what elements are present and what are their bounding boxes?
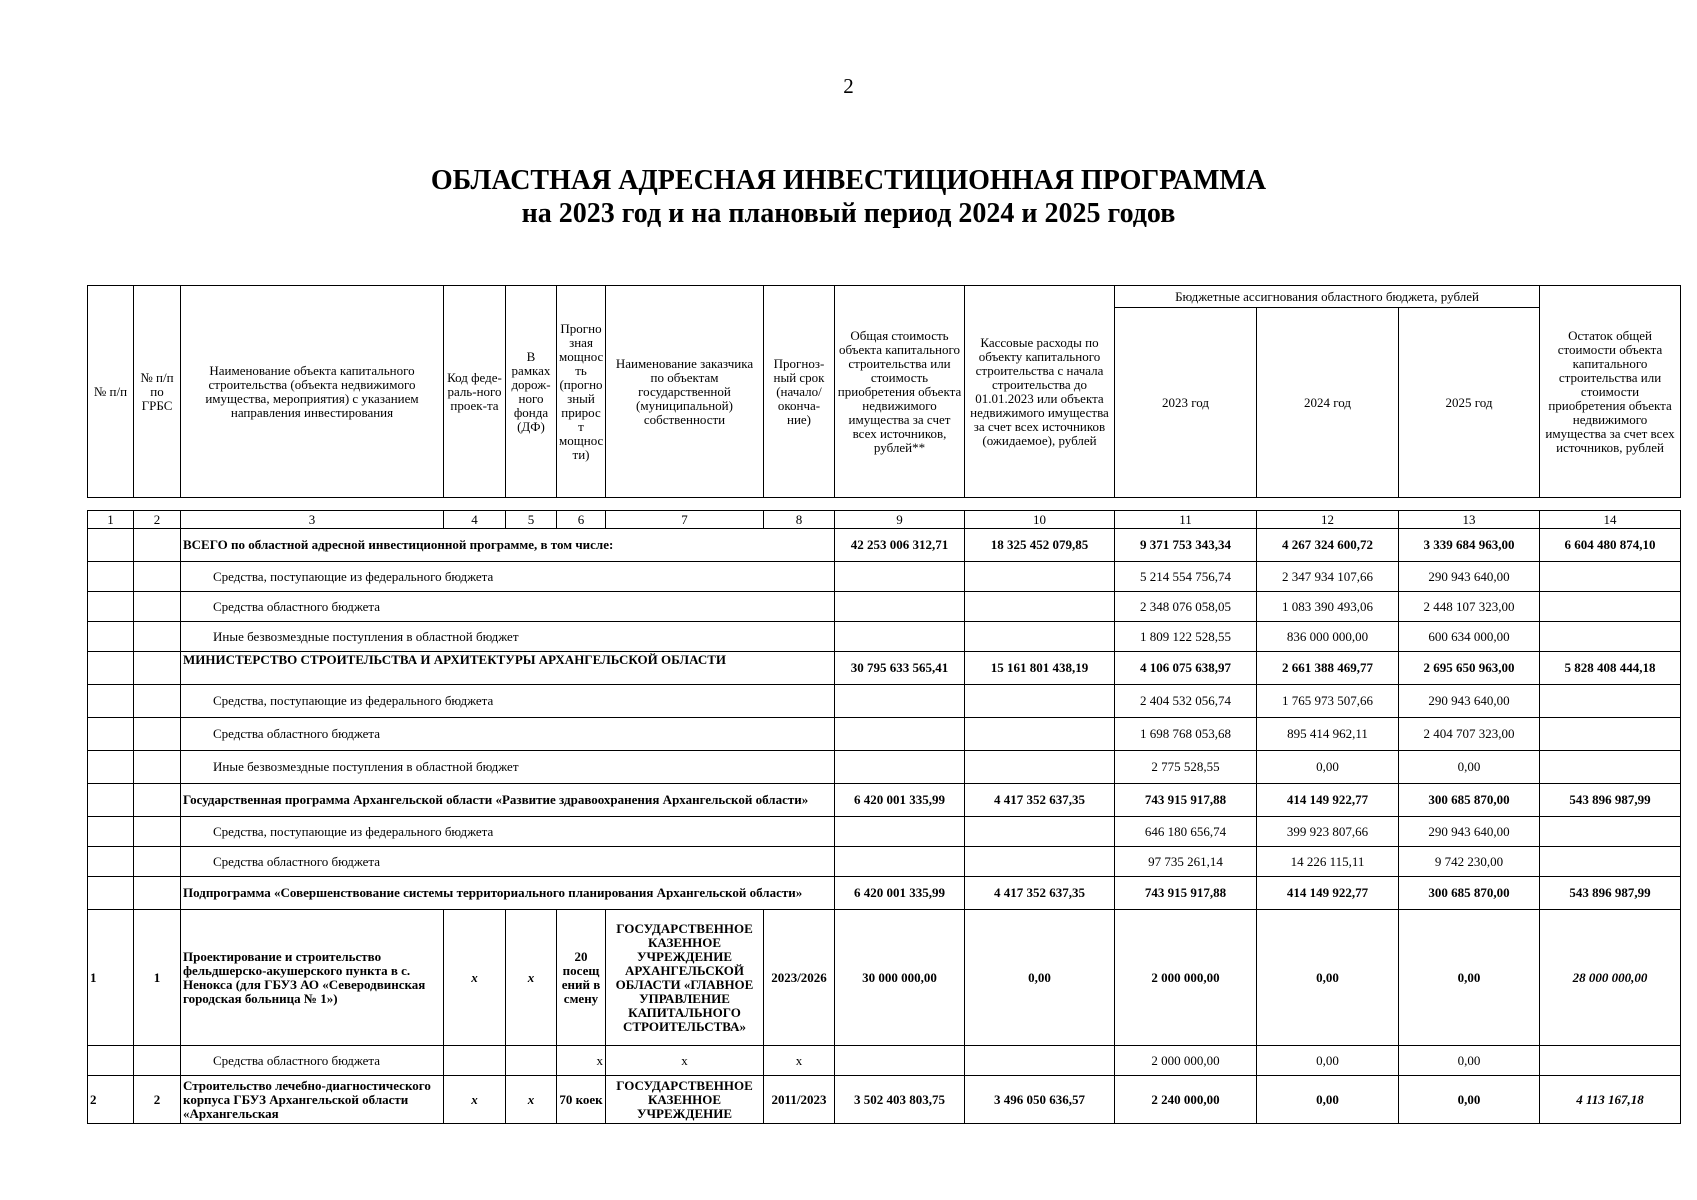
amount-2023: 2 404 532 056,74 [1115,685,1257,718]
amount-2025: 9 742 230,00 [1399,847,1540,877]
column-number: 7 [606,511,764,529]
road-fund: х [506,910,557,1046]
header-col-5: В рамках дорож-ного фонда (ДФ) [506,286,557,498]
remaining-cost: 5 828 408 444,18 [1540,652,1681,685]
object-name: Проектирование и строительство фельдшерско-акушерского пункта в с. Ненокса (для ГБУЗ АО «Северодвинская городская больница № 1») [181,910,444,1046]
amount-2024: 2 661 388 469,77 [1257,652,1399,685]
remaining-cost: 6 604 480 874,10 [1540,529,1681,562]
amount-2023: 9 371 753 343,34 [1115,529,1257,562]
amount-2025: 290 943 640,00 [1399,817,1540,847]
header-col-3: Наименование объекта капитального строительства (объекта недвижимого имущества, мероприятия) с указанием направления инвестирования [181,286,444,498]
capacity: 20 посещ ений в смену [557,910,606,1046]
table-row-program [88,784,1681,817]
amount-2024: 4 267 324 600,72 [1257,529,1399,562]
amount-2023: 2 000 000,00 [1115,910,1257,1046]
amount-2024: 414 149 922,77 [1257,877,1399,910]
amount-2024: 414 149 922,77 [1257,784,1399,817]
amount-2023: 2 000 000,00 [1115,1046,1257,1076]
amount-2023: 1 698 768 053,68 [1115,718,1257,751]
header-col-2: № п/п по ГРБС [134,286,181,498]
remaining-cost: 4 113 167,18 [1540,1076,1681,1124]
table-row-object-2 [88,1076,1681,1124]
amount-2024: 0,00 [1257,910,1399,1046]
row-name: ВСЕГО по областной адресной инвестиционной программе, в том числе: [181,529,835,562]
header-col-4: Код феде-раль-ного проек-та [444,286,506,498]
customer-name: х [606,1046,764,1076]
amount-2025: 3 339 684 963,00 [1399,529,1540,562]
amount-2025: 2 695 650 963,00 [1399,652,1540,685]
amount-2025: 0,00 [1399,1046,1540,1076]
term: 2011/2023 [764,1076,835,1124]
amount-2025: 0,00 [1399,910,1540,1046]
amount-2025: 600 634 000,00 [1399,622,1540,652]
row-number: 2 [88,1076,134,1124]
table-row [88,685,1681,718]
capacity: 70 коек [557,1076,606,1124]
column-number: 10 [965,511,1115,529]
row-name: Средства областного бюджета [181,718,835,751]
cash-expenses: 15 161 801 438,19 [965,652,1115,685]
cash-expenses: 4 417 352 637,35 [965,784,1115,817]
amount-2024: 0,00 [1257,1076,1399,1124]
amount-2025: 0,00 [1399,1076,1540,1124]
cash-expenses: 3 496 050 636,57 [965,1076,1115,1124]
row-name: Средства областного бюджета [181,592,835,622]
column-numbers-row [88,511,1681,529]
term: 2023/2026 [764,910,835,1046]
amount-2024: 399 923 807,66 [1257,817,1399,847]
header-year-2024: 2024 год [1257,308,1399,498]
road-fund: х [506,1076,557,1124]
column-number: 9 [835,511,965,529]
row-name: Средства, поступающие из федерального бюджета [181,817,835,847]
row-name: Средства, поступающие из федерального бюджета [181,562,835,592]
amount-2025: 2 404 707 323,00 [1399,718,1540,751]
row-name: Средства областного бюджета [181,847,835,877]
table-row [88,1046,1681,1076]
amount-2024: 0,00 [1257,751,1399,784]
term: х [764,1046,835,1076]
table-row-total [88,529,1681,562]
total-cost: 6 420 001 335,99 [835,784,965,817]
amount-2023: 2 348 076 058,05 [1115,592,1257,622]
document-title [0,164,1697,230]
table-row-ministry [88,652,1681,685]
table-row-subprogram [88,877,1681,910]
total-cost: 3 502 403 803,75 [835,1076,965,1124]
remaining-cost: 543 896 987,99 [1540,784,1681,817]
cash-expenses: 4 417 352 637,35 [965,877,1115,910]
row-name: Государственная программа Архангельской области «Развитие здравоохранения Архангельской области» [181,784,835,817]
remaining-cost: 28 000 000,00 [1540,910,1681,1046]
amount-2023: 4 106 075 638,97 [1115,652,1257,685]
table-row [88,847,1681,877]
header-table [87,285,1681,498]
header-year-2023: 2023 год [1115,308,1257,498]
column-number: 2 [134,511,181,529]
table-row [88,592,1681,622]
row-name: Средства, поступающие из федерального бюджета [181,685,835,718]
row-name: Иные безвозмездные поступления в областной бюджет [181,622,835,652]
amount-2025: 290 943 640,00 [1399,685,1540,718]
table-row [88,817,1681,847]
remaining-cost: 543 896 987,99 [1540,877,1681,910]
total-cost: 42 253 006 312,71 [835,529,965,562]
amount-2025: 0,00 [1399,751,1540,784]
row-number-grbs: 1 [134,910,181,1046]
amount-2025: 300 685 870,00 [1399,784,1540,817]
column-number: 4 [444,511,506,529]
table-row-object-1 [88,910,1681,1046]
cash-expenses: 18 325 452 079,85 [965,529,1115,562]
amount-2023: 97 735 261,14 [1115,847,1257,877]
amount-2023: 2 775 528,55 [1115,751,1257,784]
amount-2023: 743 915 917,88 [1115,877,1257,910]
amount-2024: 836 000 000,00 [1257,622,1399,652]
row-name: Иные безвозмездные поступления в областной бюджет [181,751,835,784]
body-table [87,510,1681,1124]
amount-2025: 290 943 640,00 [1399,562,1540,592]
header-col-10: Кассовые расходы по объекту капитального строительства с начала строительства до 01.01.2023 или объекта недвижимого имущества за счет всех источников (ожидаемое), рублей [965,286,1115,498]
customer-name: ГОСУДАРСТВЕННОЕ КАЗЕННОЕ УЧРЕЖДЕНИЕ [606,1076,764,1124]
amount-2024: 0,00 [1257,1046,1399,1076]
total-cost: 6 420 001 335,99 [835,877,965,910]
federal-project-code: х [444,910,506,1046]
amount-2023: 2 240 000,00 [1115,1076,1257,1124]
customer-name: ГОСУДАРСТВЕННОЕ КАЗЕННОЕ УЧРЕЖДЕНИЕ АРХАНГЕЛЬСКОЙ ОБЛАСТИ «ГЛАВНОЕ УПРАВЛЕНИЕ КАПИТАЛЬНОГО СТРОИТЕЛЬСТВА» [606,910,764,1046]
amount-2023: 1 809 122 528,55 [1115,622,1257,652]
amount-2024: 2 347 934 107,66 [1257,562,1399,592]
column-number: 13 [1399,511,1540,529]
header-col-6: Прогно зная мощнос ть (прогно зный прирос т мощнос ти) [557,286,606,498]
column-number: 12 [1257,511,1399,529]
federal-project-code: х [444,1076,506,1124]
row-name: МИНИСТЕРСТВО СТРОИТЕЛЬСТВА И АРХИТЕКТУРЫ АРХАНГЕЛЬСКОЙ ОБЛАСТИ [181,652,835,685]
title-line-1: ОБЛАСТНАЯ АДРЕСНАЯ ИНВЕСТИЦИОННАЯ ПРОГРАММА [430,165,1267,196]
column-number: 11 [1115,511,1257,529]
title-line-2: на 2023 год и на плановый период 2024 и 2025 годов [521,198,1176,229]
amount-2024: 1 765 973 507,66 [1257,685,1399,718]
row-name: Средства областного бюджета [181,1046,444,1076]
header-budget-group: Бюджетные ассигнования областного бюджета, рублей [1115,286,1540,308]
amount-2023: 5 214 554 756,74 [1115,562,1257,592]
amount-2024: 895 414 962,11 [1257,718,1399,751]
header-col-9: Общая стоимость объекта капитального строительства или стоимость приобретения объекта недвижимого имущества за счет всех источников, рублей** [835,286,965,498]
header-col-8: Прогноз-ный срок (начало/ оконча-ние) [764,286,835,498]
amount-2024: 1 083 390 493,06 [1257,592,1399,622]
column-number: 5 [506,511,557,529]
table-row [88,562,1681,592]
header-col-7: Наименование заказчика по объектам государственной (муниципальной) собственности [606,286,764,498]
cash-expenses: 0,00 [965,910,1115,1046]
amount-2025: 300 685 870,00 [1399,877,1540,910]
column-number: 6 [557,511,606,529]
object-name: Строительство лечебно-диагностического корпуса ГБУЗ Архангельской области «Архангельская [181,1076,444,1124]
header-col-1: № п/п [88,286,134,498]
capacity: х [557,1046,606,1076]
amount-2024: 14 226 115,11 [1257,847,1399,877]
total-cost: 30 000 000,00 [835,910,965,1046]
column-number: 3 [181,511,444,529]
table-row [88,751,1681,784]
table-row [88,622,1681,652]
column-number: 8 [764,511,835,529]
amount-2025: 2 448 107 323,00 [1399,592,1540,622]
row-name: Подпрограмма «Совершенствование системы территориального планирования Архангельской области» [181,877,835,910]
column-number: 14 [1540,511,1681,529]
row-number-grbs: 2 [134,1076,181,1124]
table-row [88,718,1681,751]
header-year-2025: 2025 год [1399,308,1540,498]
column-number: 1 [88,511,134,529]
amount-2023: 646 180 656,74 [1115,817,1257,847]
header-col-14: Остаток общей стоимости объекта капитального строительства или стоимости приобретения объекта недвижимого имущества за счет всех источников, рублей [1540,286,1681,498]
total-cost: 30 795 633 565,41 [835,652,965,685]
amount-2023: 743 915 917,88 [1115,784,1257,817]
row-number: 1 [88,910,134,1046]
page-number: 2 [843,74,854,98]
